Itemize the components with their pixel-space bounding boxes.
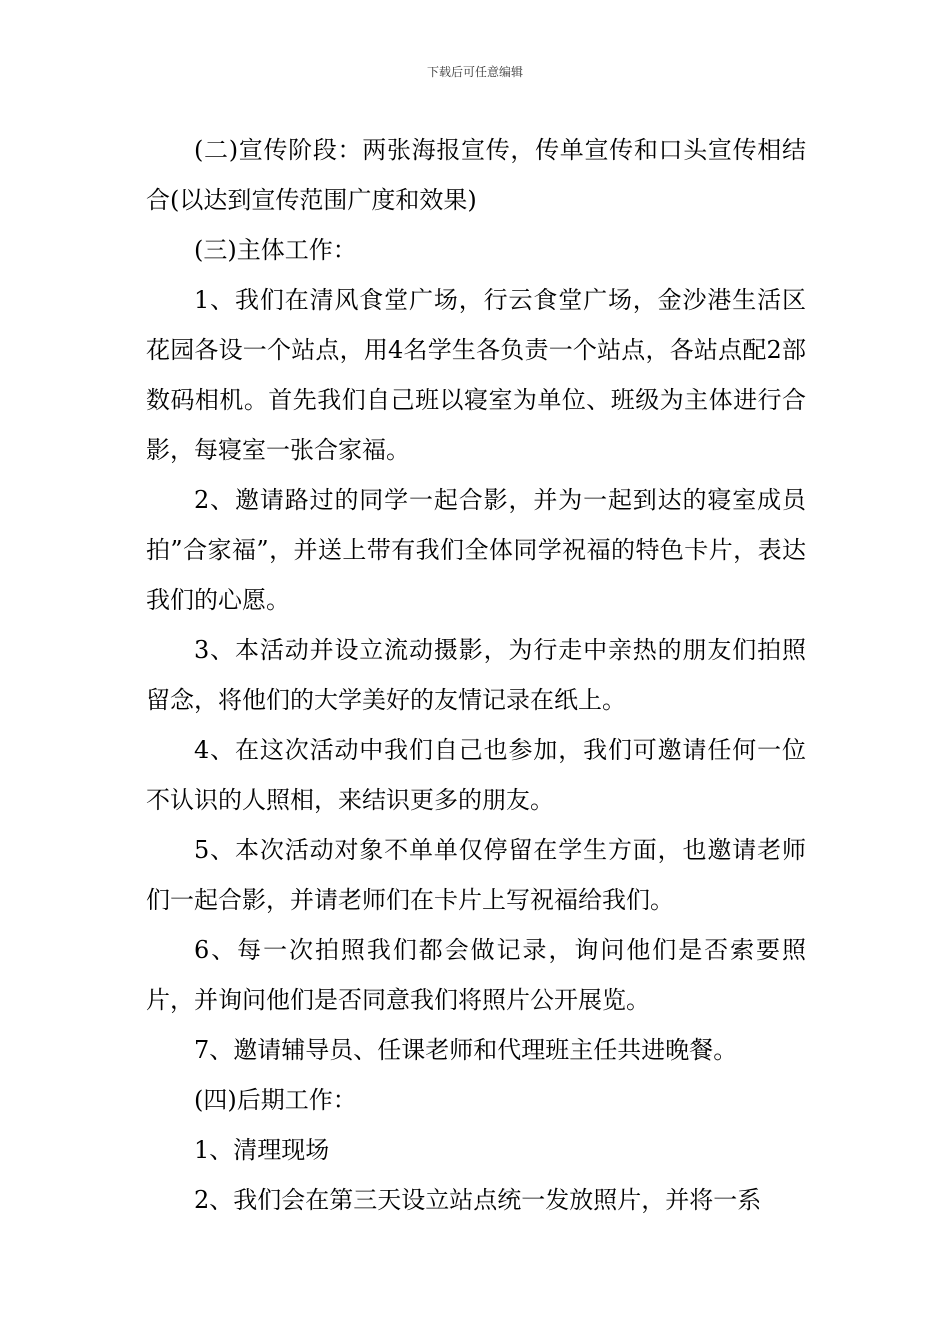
paragraph-item-7: 7、邀请辅导员、任课老师和代理班主任共进晚餐。 [194,1036,738,1064]
paragraph-item-6: 6、每一次拍照我们都会做记录，询问他们是否索要照片，并询问他们是否同意我们将照片公开展览。 [146,936,806,1014]
paragraph-post-work-heading: (四)后期工作： [194,1086,357,1114]
paragraph-post-item-2: 2、我们会在第三天设立站点统一发放照片，并将一系 [194,1186,762,1214]
paragraph-item-5: 5、本次活动对象不单单仅停留在学生方面，也邀请老师们一起合影，并请老师们在卡片上写祝福给我们。 [146,836,806,914]
document-body [146,125,806,1225]
paragraph-main-work-heading: (三)主体工作： [194,236,357,264]
paragraph-publicity-stage: (二)宣传阶段：两张海报宣传，传单宣传和口头宣传相结合(以达到宣传范围广度和效果) [146,136,806,214]
paragraph-item-1: 1、我们在清风食堂广场，行云食堂广场，金沙港生活区花园各设一个站点，用4名学生各负责一个站点，各站点配2部数码相机。首先我们自己班以寝室为单位、班级为主体进行合影，每寝室一张合家福。 [146,286,806,464]
paragraph-post-item-1: 1、清理现场 [194,1136,330,1164]
page-header: 下载后可任意编辑 [426,65,523,79]
paragraph-item-3: 3、本活动并设立流动摄影，为行走中亲热的朋友们拍照留念，将他们的大学美好的友情记录在纸上。 [146,636,806,714]
paragraph-item-2: 2、邀请路过的同学一起合影，并为一起到达的寝室成员拍”合家福”，并送上带有我们全体同学祝福的特色卡片，表达我们的心愿。 [146,486,806,614]
paragraph-item-4: 4、在这次活动中我们自己也参加，我们可邀请任何一位不认识的人照相，来结识更多的朋友。 [146,736,806,814]
